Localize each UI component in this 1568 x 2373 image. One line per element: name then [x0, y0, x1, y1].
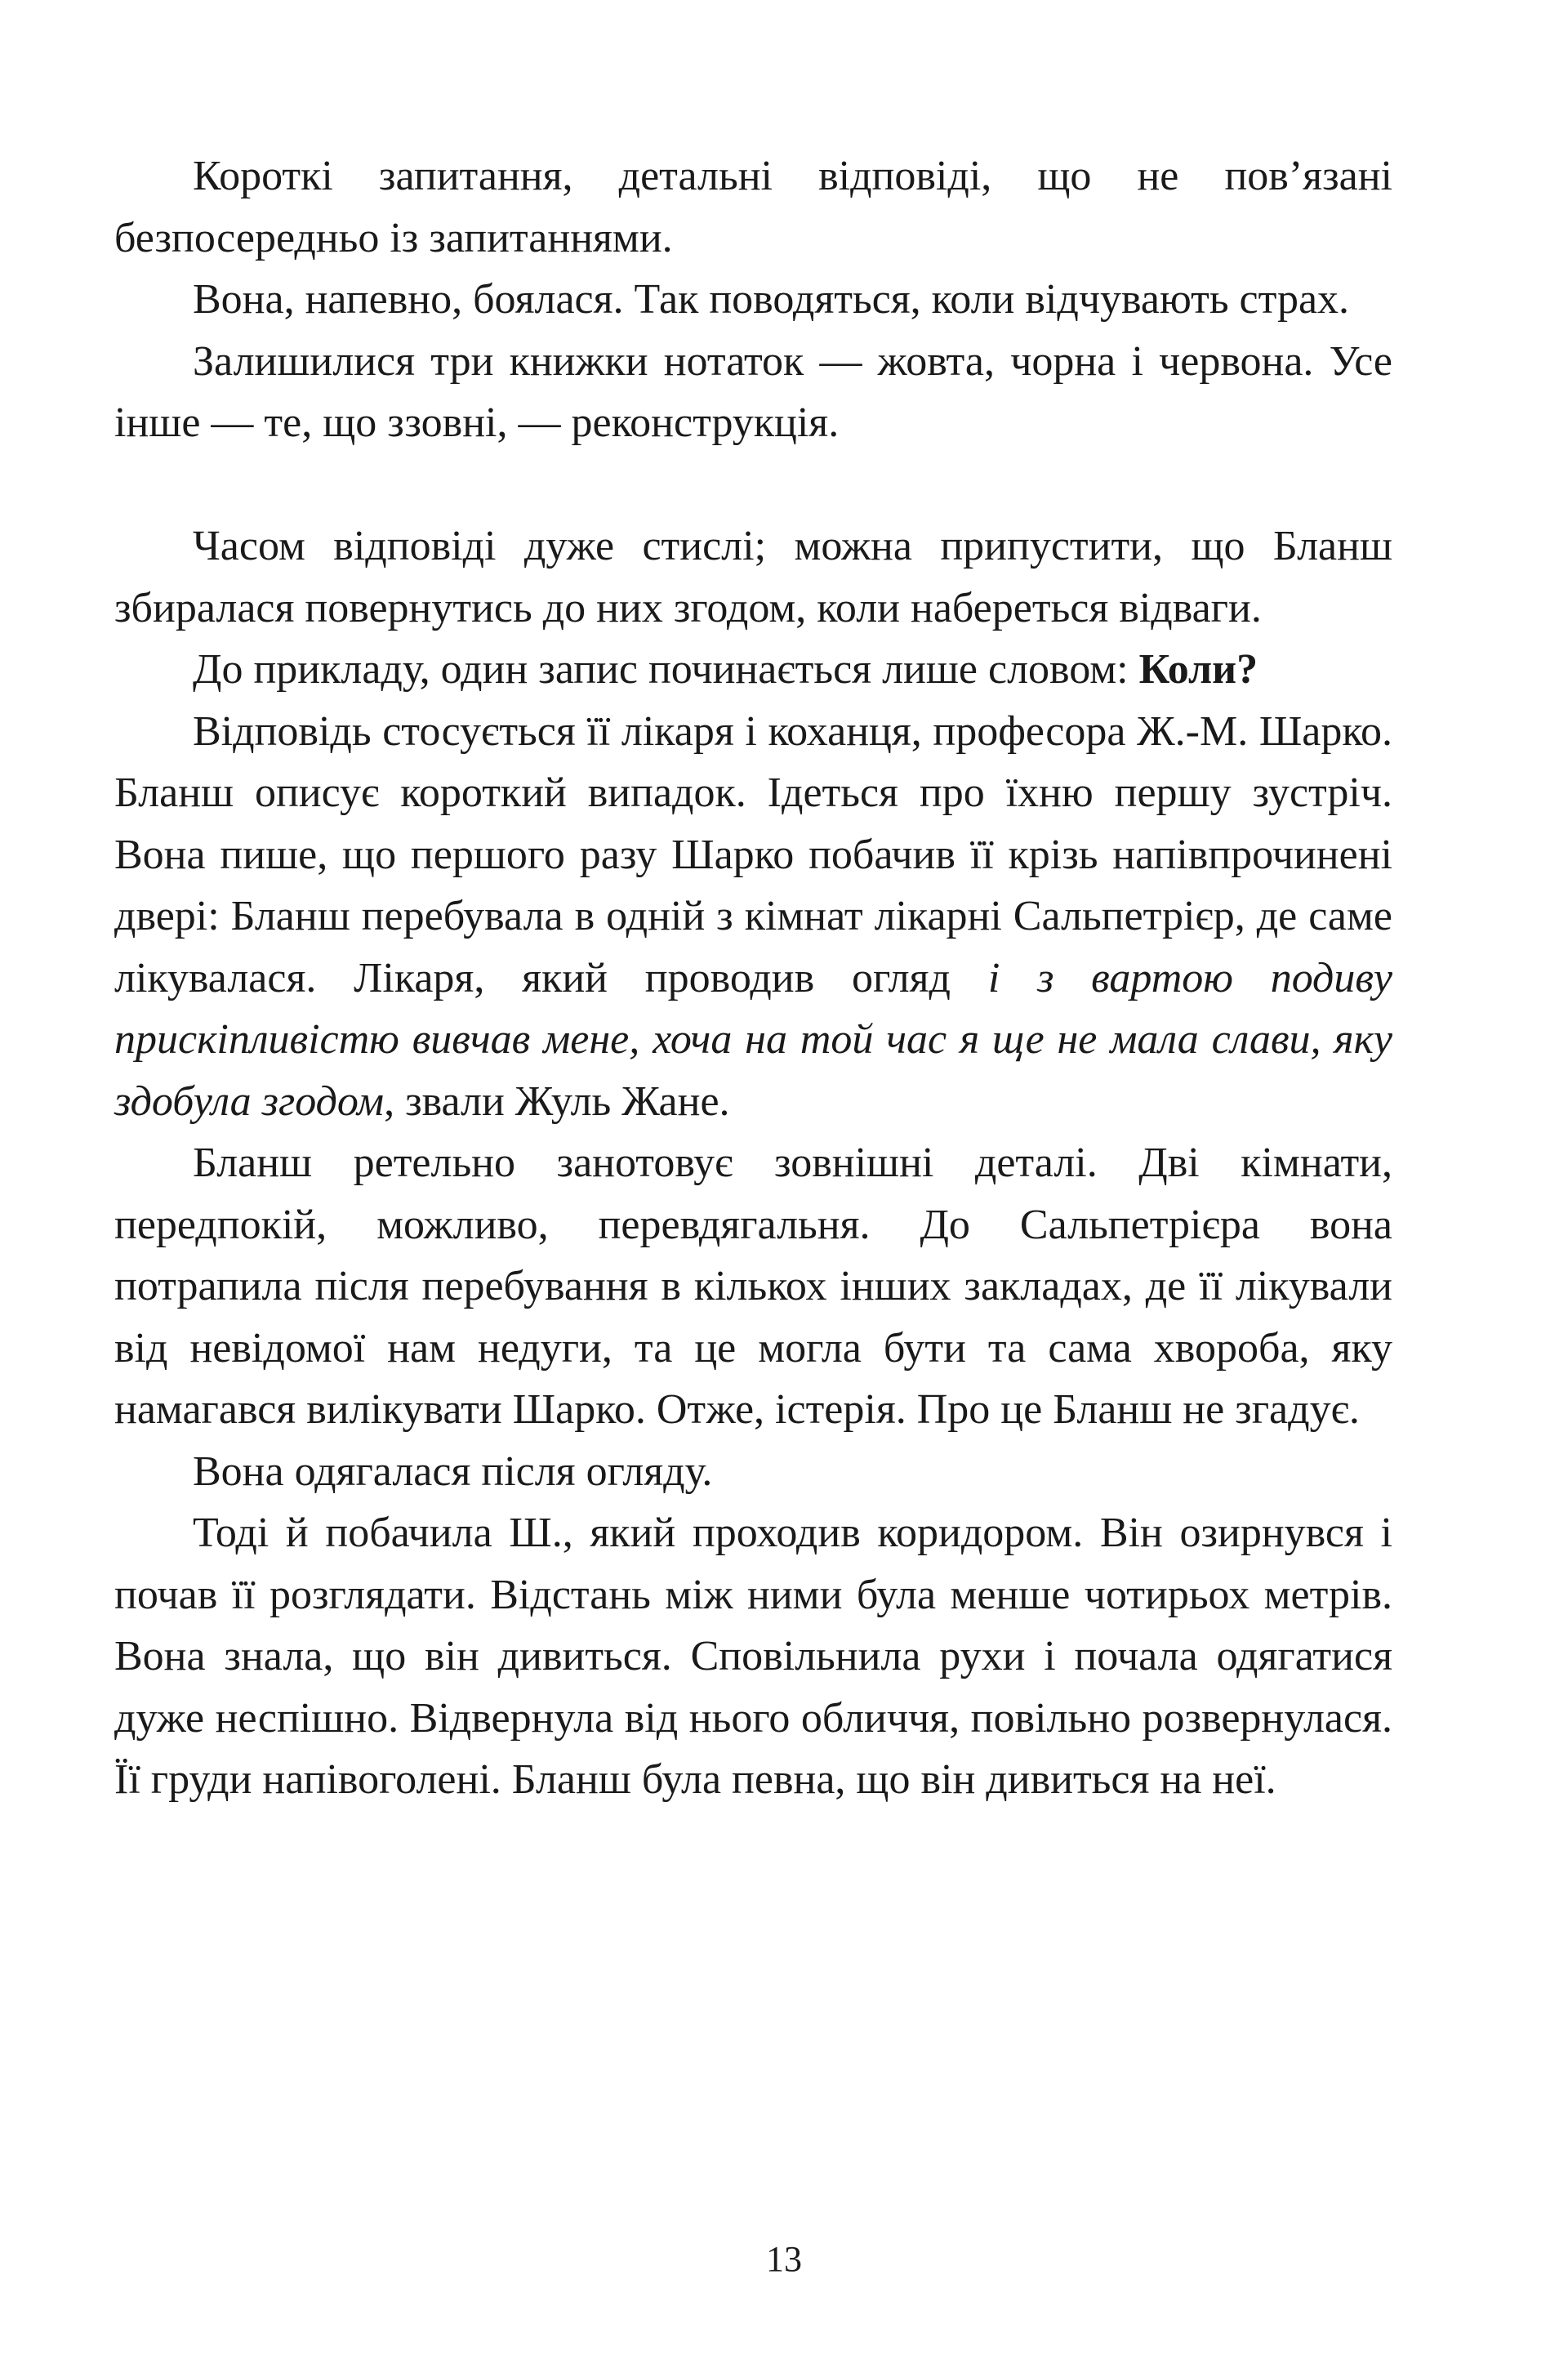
paragraph-1: Короткі запитання, детальні відповіді, що не пов’язані безпосередньо із запитаннями.: [114, 153, 1392, 261]
paragraph-2: Вона, напевно, боялася. Так поводяться, коли відчувають страх.: [193, 276, 1350, 323]
paragraph-5: [114, 639, 1392, 701]
paragraph-3: Залишилися три книжки нотаток — жовта, чорна і червона. Усе інше — те, що ззовні, — реконструкція.: [114, 337, 1392, 446]
paragraph-6: [114, 701, 1392, 1133]
paragraph-6-start: Відповідь стосується її лікаря і коханця, професора Ж.-М. Шарко. Бланш описує короткий випадок. Ідеться про їхню першу зустріч. Вона пише, що першого разу Шарко побачив її крізь напівпрочинені двері: Бланш перебувала в одній з кімнат лікарні Сальпетрієр, де саме лікувалася. Лікаря, який проводив огляд: [114, 707, 1392, 1001]
paragraph-4: Часом відповіді дуже стислі; можна припустити, що Бланш збиралася повернутись до них згодом, коли набереться відваги.: [114, 523, 1392, 631]
paragraph-6-end: , звали Жуль Жане.: [384, 1077, 730, 1125]
paragraph-5-text: До прикладу, один запис починається лише словом:: [193, 646, 1139, 693]
section-break: [114, 454, 1392, 516]
paragraph-6-italic-quote: і з вартою подиву прискіпливістю вивчав мене, хоча на той час я ще не мала слави, яку здобула згодом: [114, 954, 1392, 1125]
page-number: 13: [766, 2239, 802, 2279]
paragraph-7: Бланш ретельно занотовує зовнішні деталі. Дві кімнати, передпокій, можливо, перевдягальня. До Сальпетрієра вона потрапила після перебування в кількох інших закладах, де її лікували від невідомої нам недуги, та це могла бути та сама хвороба, яку намагався вилікувати Шарко. Отже, істерія. Про це Бланш не згадує.: [114, 1140, 1392, 1433]
body-text: [114, 145, 1392, 1811]
paragraph-9: Тоді й побачила Ш., який проходив коридором. Він озирнувся і почав її розглядати. Відстань між ними була менше чотирьох метрів. Вона знала, що він дивиться. Сповільнила рухи і почала одягатися дуже неспішно. Відвернула від нього обличчя, повільно розвернулася. Її груди напівоголені. Бланш була певна, що він дивиться на неї.: [114, 1510, 1392, 1803]
paragraph-8: Вона одягалася після огляду.: [193, 1447, 713, 1495]
paragraph-5-bold-word: Коли?: [1138, 646, 1258, 693]
